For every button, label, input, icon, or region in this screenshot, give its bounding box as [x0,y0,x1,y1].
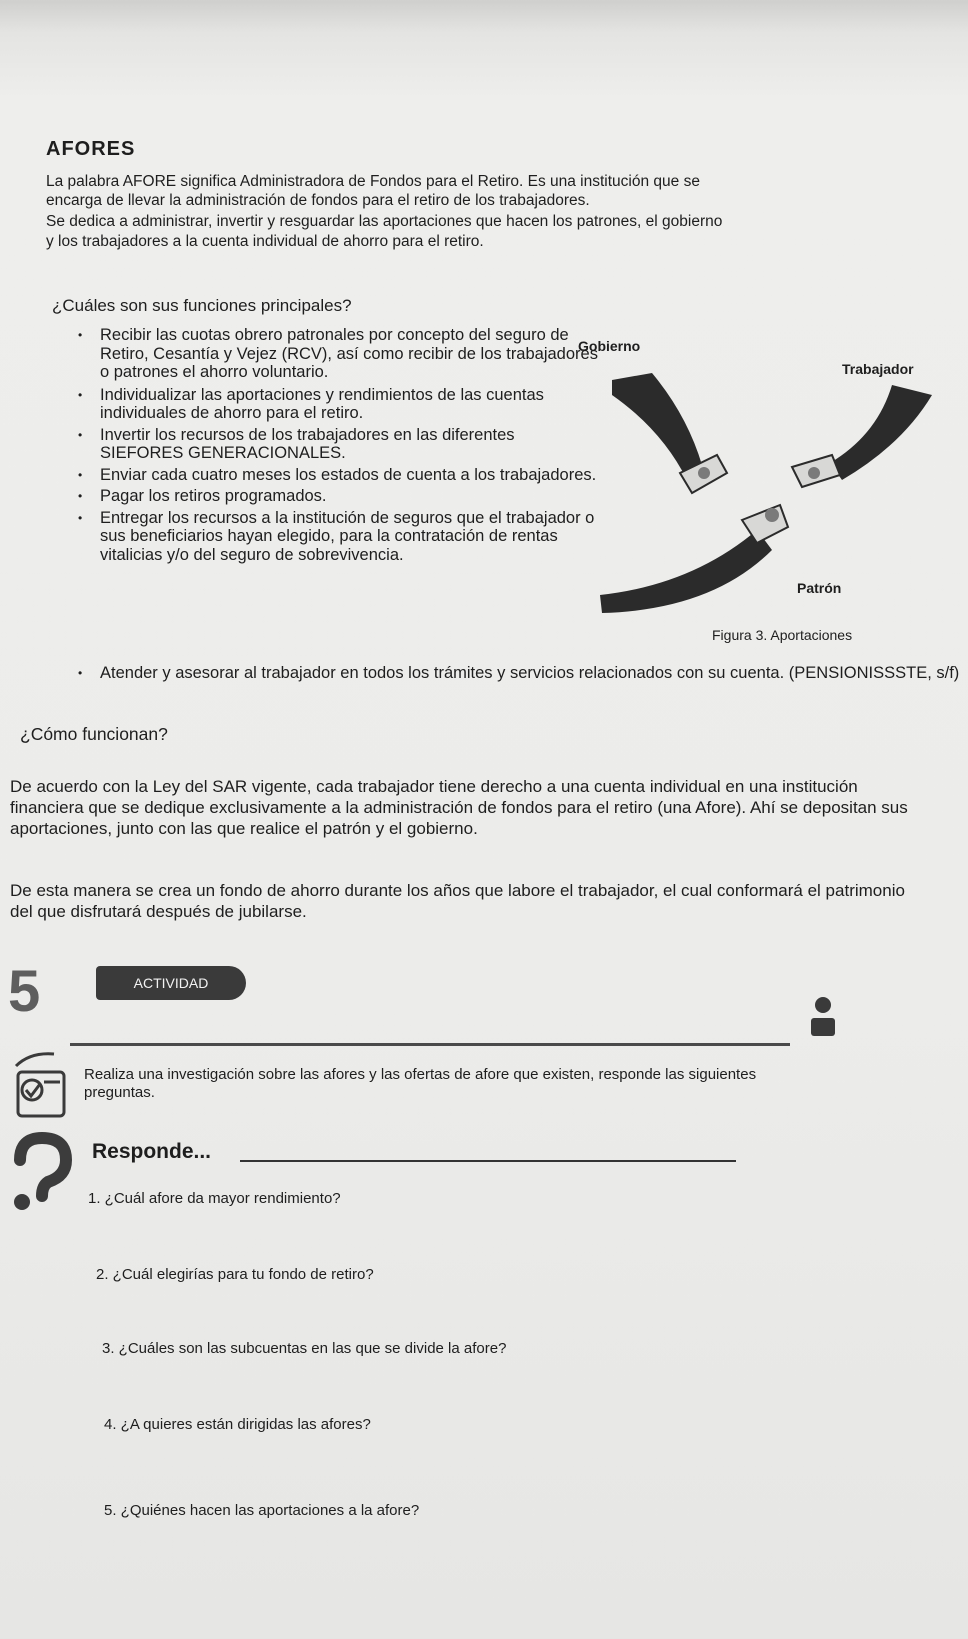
function-item: • Invertir los recursos de los trabajadores en las diferentes SIEFORES GENERACIONALES. [78,426,598,463]
function-item: • Individualizar las aportaciones y rendimientos de las cuentas individuales de ahorro para el retiro. [78,386,598,423]
question-item: 5. ¿Quiénes hacen las aportaciones a la afore? [104,1502,420,1519]
responde-heading: Responde... [92,1140,212,1163]
activity-instruction: Realiza una investigación sobre las afores y las ofertas de afore que existen, responde las siguientes preguntas. [84,1066,757,1101]
coin-icon [808,467,820,479]
label-gobierno: Gobierno [578,338,641,354]
trabajador-arm [830,385,932,480]
responde-underline [240,1160,736,1162]
question-item: 3. ¿Cuáles son las subcuentas en las que se divide la afore? [102,1340,507,1357]
function-item: • Recibir las cuotas obrero patronales por concepto del seguro de Retiro, Cesantía y Vejez (RCV), así como recibir de los trabajadores o patrones el ahorro voluntario. [78,326,598,382]
figure-caption: Figura 3. Aportaciones [712,627,853,643]
label-patron: Patrón [797,580,842,596]
function-item: • Entregar los recursos a la institución de seguros que el trabajador o sus beneficiarios hayan elegido, para la contratación de rentas vitalicias y/o del seguro de sobrevivencia. [78,509,598,565]
intro-line: y los trabajadores a la cuenta individual de ahorro para el retiro. [46,233,484,250]
aportaciones-illustration [592,355,952,655]
gobierno-arm [612,373,702,480]
function-item-last: • Atender y asesorar al trabajador en todos los trámites y servicios relacionados con su cuenta. (PENSIONISSSTE, s/f) [78,664,968,683]
question-mark-icon [6,1130,76,1225]
question-item: 2. ¿Cuál elegirías para tu fondo de retiro? [96,1266,374,1283]
how-question: ¿Cómo funcionan? [20,724,168,744]
activity-divider [70,1043,790,1046]
checklist-icon [10,1046,70,1125]
paragraph-1: De acuerdo con la Ley del SAR vigente, cada trabajador tiene derecho a una cuenta individual en una institución financiera que se dedique exclusivamente a la administración de fondos para el retiro (una Afore). Ahí se depositan sus aportaciones, junto con las que realice el patrón y el gobierno. [10,777,908,838]
activity-badge: ACTIVIDAD [96,966,246,1000]
function-item: • Enviar cada cuatro meses los estados de cuenta a los trabajadores. [78,466,598,485]
person-icon [808,996,838,1041]
page-title: AFORES [46,138,136,160]
label-trabajador: Trabajador [842,361,914,377]
paragraph-2: De esta manera se crea un fondo de ahorro durante los años que labore el trabajador, el cual conformará el patrimonio del que disfrutará después de jubilarse. [10,881,905,921]
question-item: 1. ¿Cuál afore da mayor rendimiento? [88,1190,341,1207]
activity-number: 5 [8,959,41,1024]
functions-list [78,326,598,567]
intro-line: La palabra AFORE significa Administradora de Fondos para el Retiro. Es una institución que se [46,173,700,190]
intro-line: Se dedica a administrar, invertir y resguardar las aportaciones que hacen los patrones, el gobierno [46,213,723,230]
patron-arm [600,530,772,613]
functions-question: ¿Cuáles son sus funciones principales? [52,296,352,315]
question-item: 4. ¿A quieres están dirigidas las afores? [104,1416,371,1433]
coin-icon [698,467,710,479]
intro-line: encarga de llevar la administración de fondos para el retiro de los trabajadores. [46,192,590,209]
aportaciones-figure [578,338,952,655]
function-item: • Pagar los retiros programados. [78,487,598,506]
coin-icon [765,508,779,522]
